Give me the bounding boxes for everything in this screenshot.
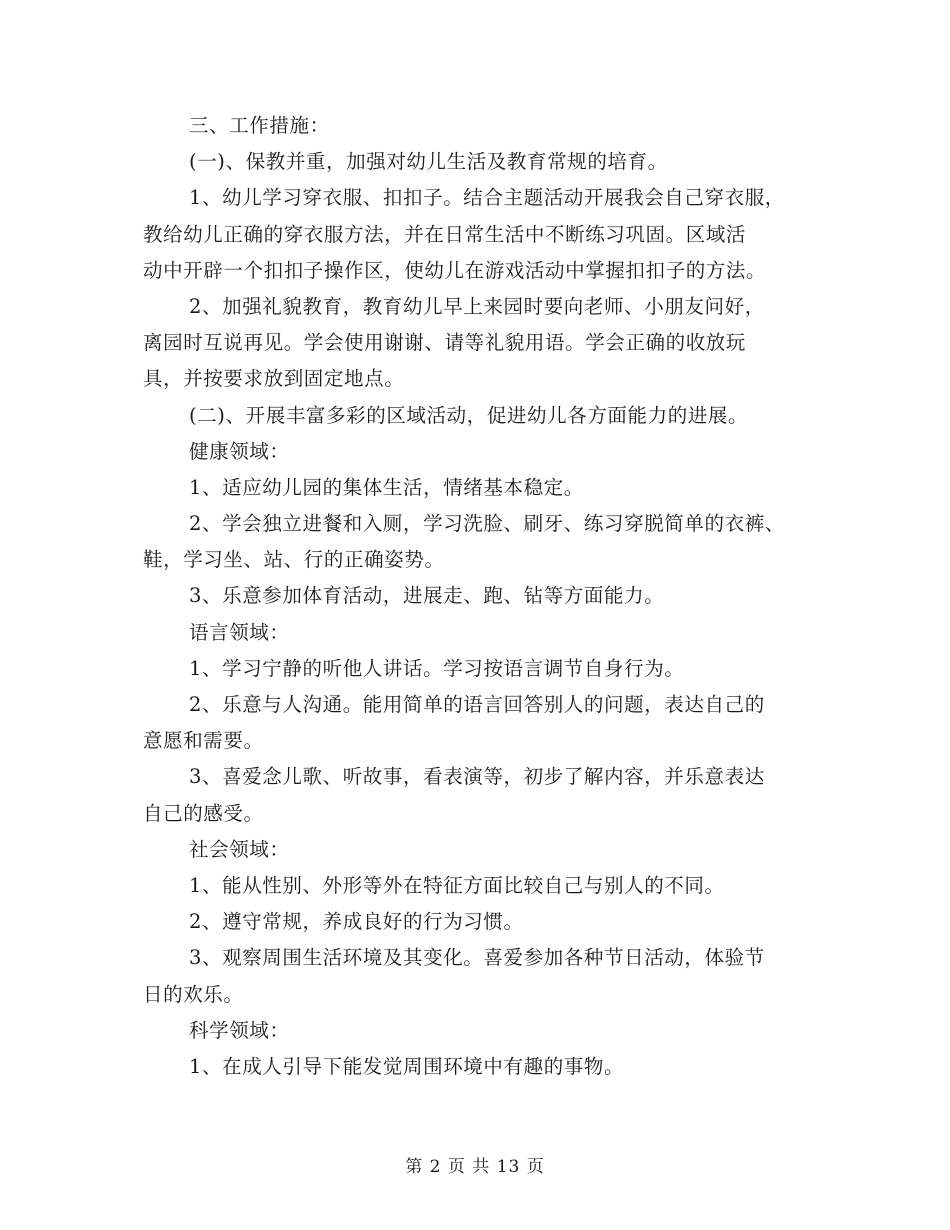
text-line: 自己的感受。 (143, 801, 264, 825)
text-line: 具，并按要求放到固定地点。 (143, 367, 405, 391)
text-line: 动中开辟一个扣扣子操作区，使幼儿在游戏活动中掌握扣扣子的方法。 (143, 258, 767, 282)
text-line: 意愿和需要。 (143, 729, 264, 753)
text-line: 三、工作措施： (189, 114, 330, 137)
text-line: 3、喜爱念儿歌、听故事，看表演等，初步了解内容，并乐意表达 (189, 765, 765, 789)
text-line: 1、适应幼儿园的集体生活，情绪基本稳定。 (189, 475, 584, 499)
text-line: 2、遵守常规，养成良好的行为习惯。 (189, 910, 524, 934)
text-line: 社会领域： (189, 837, 290, 861)
text-line: 2、乐意与人沟通。能用简单的语言回答别人的问题，表达自己的 (189, 693, 765, 716)
text-line: (二)、开展丰富多彩的区域活动，促进幼儿各方面能力的进展。 (189, 403, 749, 427)
text-line: 3、观察周围生活环境及其变化。喜爱参加各种节日活动，体验节 (189, 946, 765, 970)
text-line: 健康领域： (189, 439, 290, 463)
text-line: (一)、保教并重，加强对幼儿生活及教育常规的培育。 (189, 150, 668, 174)
text-line: 离园时互说再见。学会使用谢谢、请等礼貌用语。学会正确的收放玩 (143, 331, 747, 355)
text-line: 1、在成人引导下能发觉周围环境中有趣的事物。 (189, 1054, 625, 1078)
text-line: 日的欢乐。 (143, 982, 244, 1006)
text-line: 2、加强礼貌教育，教育幼儿早上来园时要向老师、小朋友问好， (189, 294, 765, 318)
text-line: 2、学会独立进餐和入厕，学习洗脸、刷牙、练习穿脱简单的衣裤、 (189, 512, 785, 536)
page-footer: 第 2 页 共 13 页 (405, 1157, 545, 1177)
text-line: 鞋，学习坐、站、行的正确姿势。 (143, 548, 445, 572)
document-body (143, 108, 833, 1085)
text-line: 1、幼儿学习穿衣服、扣扣子。结合主题活动开展我会自己穿衣服， (189, 186, 785, 210)
text-line: 语言领域： (189, 620, 290, 644)
text-line: 1、学习宁静的听他人讲话。学习按语言调节自身行为。 (189, 656, 685, 680)
text-line: 1、能从性别、外形等外在特征方面比较自己与别人的不同。 (189, 873, 725, 897)
text-line: 科学领域： (189, 1018, 290, 1042)
text-line: 教给幼儿正确的穿衣服方法，并在日常生活中不断练习巩固。区域活 (143, 222, 747, 246)
text-line: 3、乐意参加体育活动，进展走、跑、钻等方面能力。 (189, 584, 665, 608)
